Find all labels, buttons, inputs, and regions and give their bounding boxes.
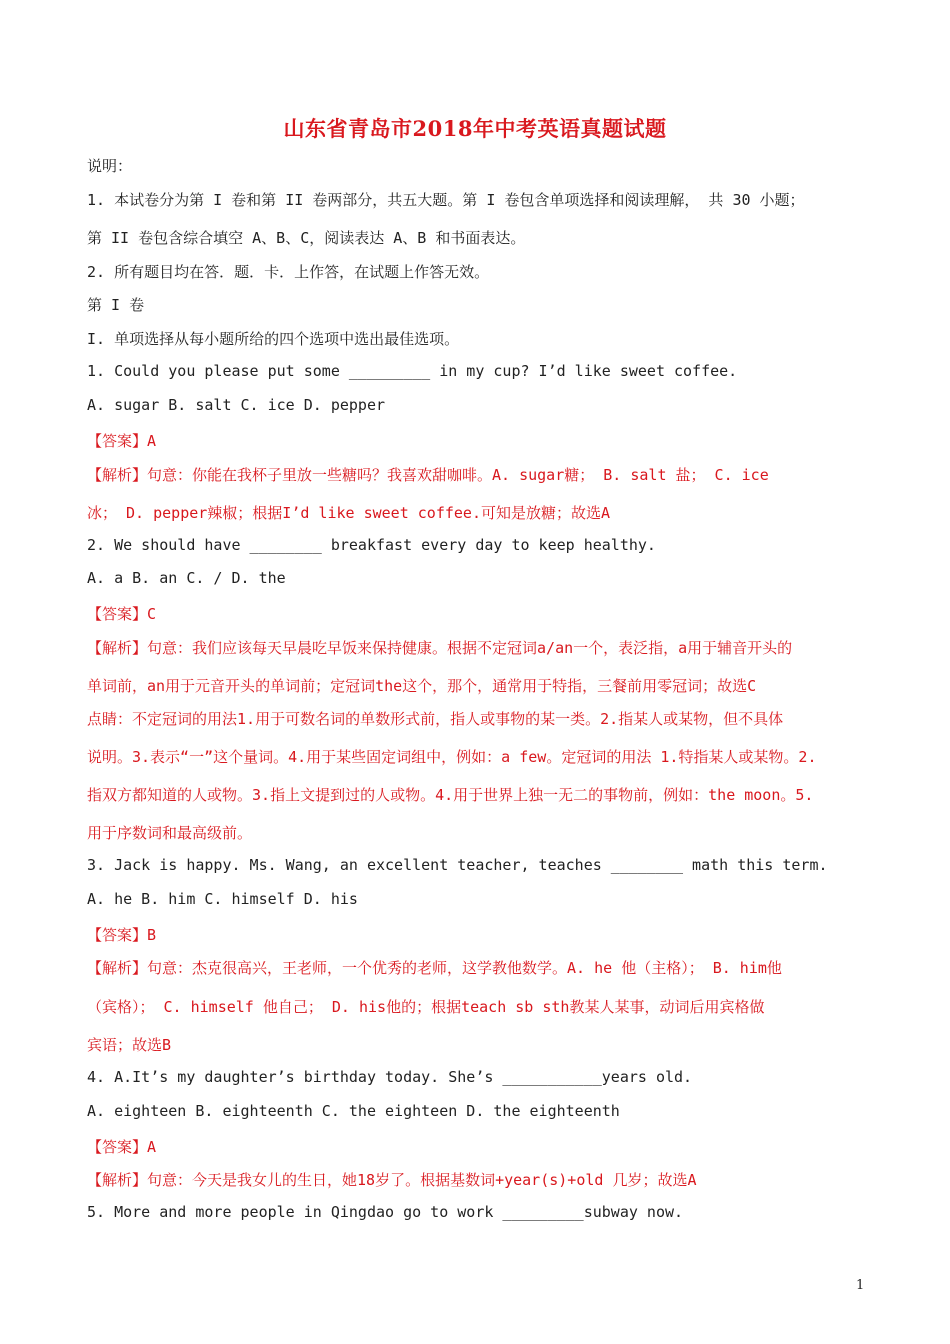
answer-line: 单词前，an用于元音开头的单词前；定冠词the这个，那个，通常用于特指，三餐前用零冠词；故选C (87, 677, 757, 695)
answer-line: 【解析】句意：我们应该每天早晨吃早饭来保持健康。根据不定冠词a/an一个，表泛指，a用于辅音开头的 (87, 639, 793, 657)
answer-line: 点睛：不定冠词的用法1.用于可数名词的单数形式前，指人或事物的某一类。2.指某人或某物，但不具体 (87, 710, 784, 728)
answer-line: 【答案】B (87, 926, 157, 944)
answer-line: 【答案】C (87, 605, 157, 623)
document-title: 山东省青岛市2018年中考英语真题试题 (283, 116, 667, 141)
text-line: 5. More and more people in Qingdao go to work _________subway now. (87, 1203, 684, 1221)
answer-line: 用于序数词和最高级前。 (87, 824, 253, 842)
answer-line: 【解析】句意：你能在我杯子里放一些糖吗？我喜欢甜咖啡。A. sugar糖； B. salt 盐； C. ice (87, 466, 769, 484)
text-line: A. a B. an C. / D. the (87, 569, 286, 587)
answer-line: 宾语；故选B (87, 1036, 172, 1054)
text-line: A. sugar B. salt C. ice D. pepper (87, 396, 386, 414)
text-line: 2. 所有题目均在答．题．卡．上作答，在试题上作答无效。 (87, 263, 490, 281)
text-line: A. he B. him C. himself D. his (87, 890, 358, 908)
text-line: 1. Could you please put some _________ in my cup? I’d like sweet coffee. (87, 362, 738, 380)
text-line: 4. A.It’s my daughter’s birthday today. She’s ___________years old. (87, 1068, 693, 1086)
answer-line: 【解析】句意：今天是我女儿的生日，她18岁了。根据基数词+year(s)+old 几岁；故选A (87, 1171, 697, 1189)
text-line: 第 I 卷 (87, 296, 145, 314)
answer-line: （宾格）； C. himself 他自己； D. his他的；根据teach sb sth教某人某事，动词后用宾格做 (87, 998, 765, 1016)
answer-line: 【答案】A (87, 1138, 157, 1156)
answer-line: 【答案】A (87, 432, 157, 450)
page-number: 1 (856, 1278, 865, 1293)
text-line: 1. 本试卷分为第 I 卷和第 II 卷两部分，共五大题。第 I 卷包含单项选择和阅读理解， 共 30 小题； (87, 191, 805, 209)
answer-line: 冰； D. pepper辣椒；根据I’d like sweet coffee.可知是放糖；故选A (87, 504, 611, 522)
answer-line: 【解析】句意：杰克很高兴，王老师，一个优秀的老师，这学教他数学。A. he 他（主格）； B. him他 (87, 959, 782, 977)
text-line: I. 单项选择从每小题所给的四个选项中选出最佳选项。 (87, 330, 460, 348)
answer-line: 指双方都知道的人或物。3.指上文提到过的人或物。4.用于世界上独一无二的事物前，例如：the moon。5. (87, 786, 814, 804)
answer-line: 说明。3.表示“一”这个量词。4.用于某些固定词组中，例如：a few。定冠词的用法 1.特指某人或某物。2. (87, 748, 817, 766)
text-line: 第 II 卷包含综合填空 A、B、C，阅读表达 A、B 和书面表达。 (87, 229, 526, 247)
text-line: 说明： (87, 157, 133, 175)
text-line: 2. We should have ________ breakfast every day to keep healthy. (87, 536, 656, 554)
text-line: 3. Jack is happy. Ms. Wang, an excellent teacher, teaches ________ math this term. (87, 856, 828, 874)
text-line: A. eighteen B. eighteenth C. the eighteen D. the eighteenth (87, 1102, 620, 1120)
